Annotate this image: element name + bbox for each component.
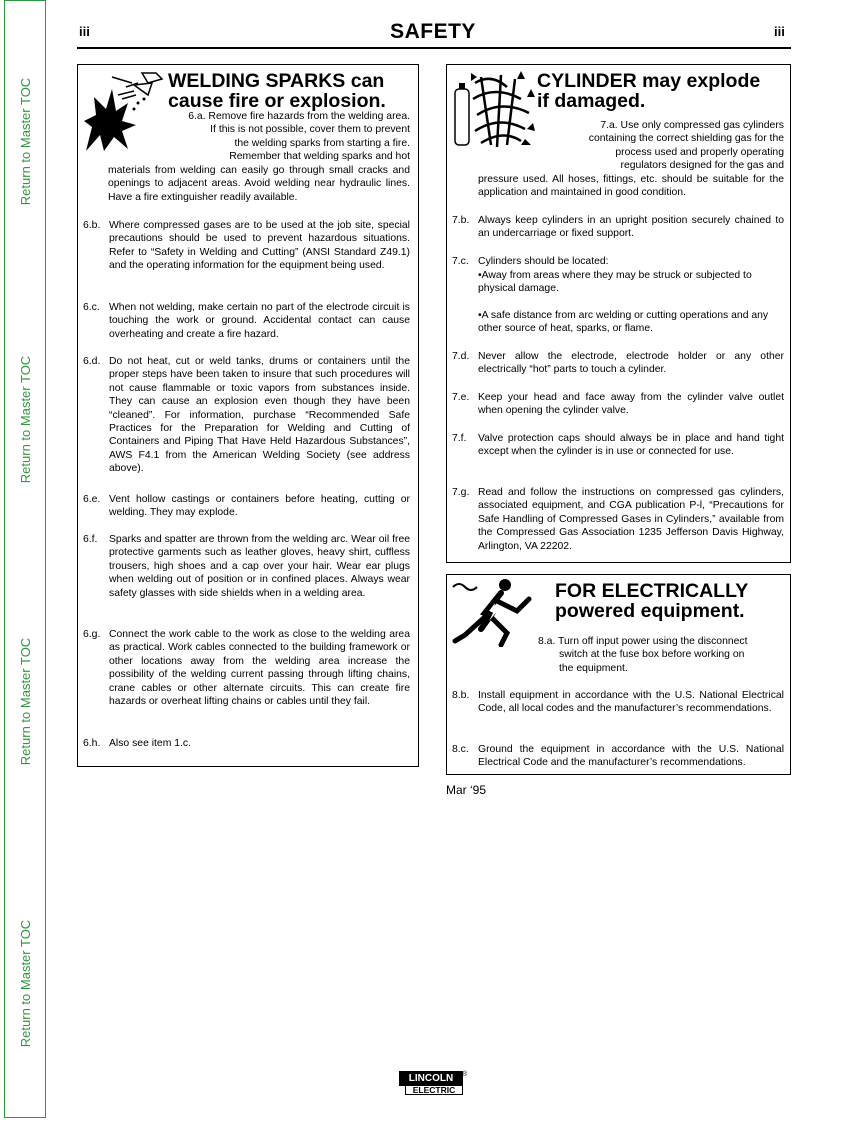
toc-sidebar xyxy=(4,0,46,1118)
item-8a: 8.a. Turn off input power using the disconnect switch at the fuse box before working on the equipment. xyxy=(538,636,748,674)
item-8c: 8.c. Ground the equipment in accordance with the U.S. National Electrical Code and the manufacturer’s recommendations. xyxy=(452,744,784,769)
revision-date: Mar ‘95 xyxy=(446,783,487,797)
header-rule xyxy=(77,47,791,49)
item-7c-bullet-2: •A safe distance from arc welding or cutting operations and any other source of heat, sparks, or flame. xyxy=(478,310,769,335)
cylinder-section xyxy=(446,64,791,563)
return-to-master-toc-link-3[interactable]: Return to Master TOC xyxy=(18,637,34,765)
item-7a-intro: 7.a. Use only compressed gas cylinders containing the correct shielding gas for the process used and properly operating regulators designed for the gas and xyxy=(588,120,784,172)
welding-title: WELDING SPARKS can cause fire or explosion. xyxy=(168,70,386,113)
item-6h: 6.h. Also see item 1.c. xyxy=(83,738,192,749)
cylinder-title: CYLINDER may explode if damaged. xyxy=(537,70,761,113)
item-6a-rest: materials from welding can easily go through small cracks and openings to adjacent areas. Avoid welding near hydraulic lines. Have a fire extinguisher readily available. xyxy=(108,165,410,203)
electrical-section xyxy=(446,574,791,775)
item-7a-rest: pressure used. All hoses, fittings, etc. should be suitable for the application and maintained in good condition. xyxy=(478,174,784,199)
item-7c: 7.c. Cylinders should be located: xyxy=(452,256,609,267)
welding-sparks-section xyxy=(77,64,419,767)
item-7b: 7.b. Always keep cylinders in an upright position securely chained to an undercarriage or fixed support. xyxy=(452,215,784,240)
item-6g: 6.g. Connect the work cable to the work as close to the welding area as practical. Work cables connected to the building framework or other locations away from the welding area increase the possibility of the welding current passing through lifting chains, crane cables or other alternate circuits. This can create fire hazards or overheat lifting chains or cables until they fail. xyxy=(83,629,410,708)
item-6b: 6.b. Where compressed gases are to be used at the job site, special precautions should be used to prevent hazardous situations. Refer to “Safety in Welding and Cutting” (ANSI Standard Z49.1) and the operating information for the equipment being used. xyxy=(83,220,410,272)
page-title: SAFETY xyxy=(390,20,476,43)
item-7f: 7.f. Valve protection caps should always be in place and hand tight except when the cylinder is in use or connected for use. xyxy=(452,433,784,458)
item-6d: 6.d. Do not heat, cut or weld tanks, drums or containers until the proper steps have been taken to insure that such procedures will not cause flammable or toxic vapors from substances inside. They can cause an explosion even though they have been “cleaned”. For information, purchase “Recommended Safe Practices for the Preparation for Welding and Cutting of Containers and Piping That Have Held Hazardous Substances”, AWS F4.1 from the American Welding Society (see address above). xyxy=(83,356,410,475)
item-6f: 6.f. Sparks and spatter are thrown from the welding arc. Wear oil free protective garments such as leather gloves, heavy shirt, cuffless trousers, high shoes and a cap over your hair. Wear ear plugs when welding out of position or in confined places. Always wear safety glasses with side shields when in a welding area. xyxy=(83,534,410,599)
electrical-title: FOR ELECTRICALLY powered equipment. xyxy=(555,580,749,623)
item-7d: 7.d. Never allow the electrode, electrode holder or any other electrically “hot” parts to touch a cylinder. xyxy=(452,351,784,376)
item-7c-bullet-1: •Away from areas where they may be struck or subjected to physical damage. xyxy=(478,270,752,295)
item-6a-intro: 6.a. Remove fire hazards from the welding area. If this is not possible, cover them to prevent the welding sparks from starting a fire. Remember that welding sparks and hot xyxy=(188,111,410,163)
page-number-left: iii xyxy=(79,24,90,39)
item-8b: 8.b. Install equipment in accordance with the U.S. National Electrical Code, all local codes and the manufacturer’s recommendations. xyxy=(452,690,784,715)
return-to-master-toc-link-4[interactable]: Return to Master TOC xyxy=(18,919,34,1047)
cylinder-explosion-icon xyxy=(451,69,537,149)
item-7g: 7.g. Read and follow the instructions on compressed gas cylinders, associated equipment, and CGA publication P-l, “Precautions for Safe Handling of Compressed Gases in Cylinders,” available from the Compressed Gas Association 1235 Jefferson Davis Highway, Arlington, VA 22202. xyxy=(452,487,784,552)
electric-shock-icon xyxy=(451,577,535,647)
lincoln-electric-logo: LINCOLN ELECTRIC ® xyxy=(397,1071,471,1097)
item-6e: 6.e. Vent hollow castings or containers before heating, cutting or welding. They may explode. xyxy=(83,494,410,519)
page-number-right: iii xyxy=(774,24,785,39)
item-7e: 7.e. Keep your head and face away from the cylinder valve outlet when opening the cylinder valve. xyxy=(452,392,784,417)
return-to-master-toc-link-2[interactable]: Return to Master TOC xyxy=(18,355,34,483)
item-6c: 6.c. When not welding, make certain no part of the electrode circuit is touching the work or ground. Accidental contact can cause overheating and create a fire hazard. xyxy=(83,302,410,340)
return-to-master-toc-link-1[interactable]: Return to Master TOC xyxy=(18,77,34,205)
welding-sparks-icon xyxy=(82,69,168,153)
